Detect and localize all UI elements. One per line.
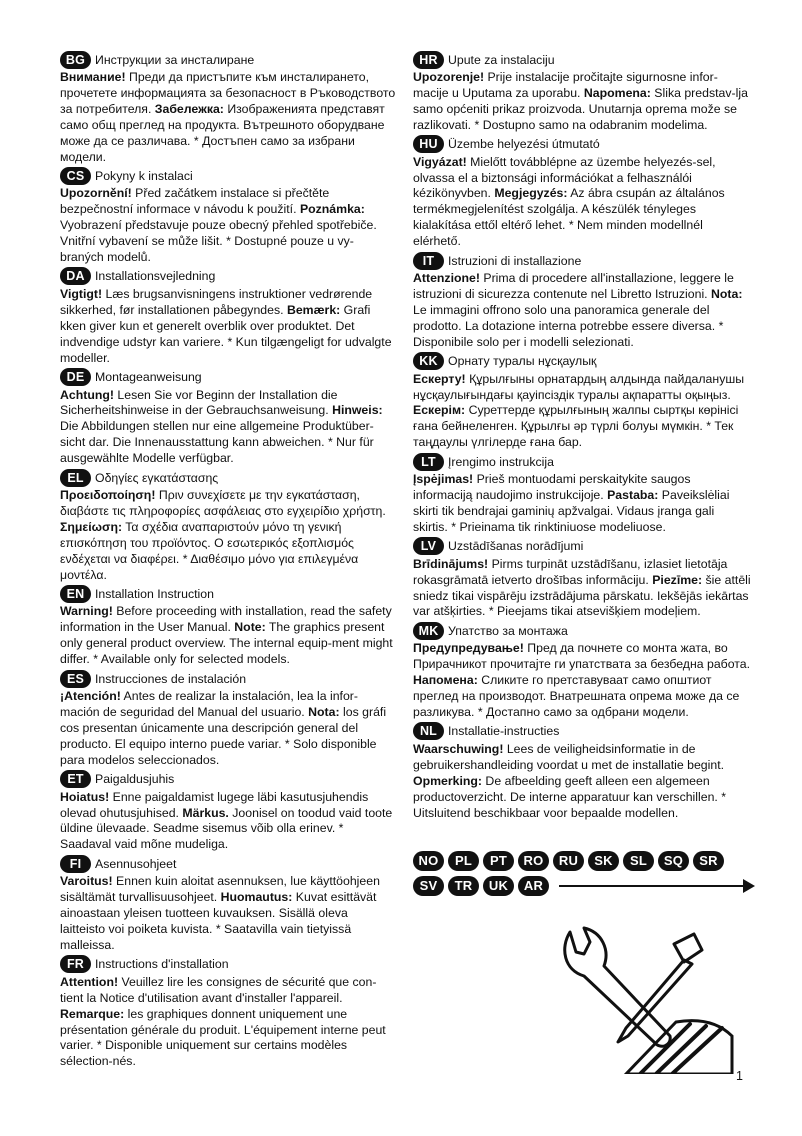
bold-label: Märkus. [182, 805, 229, 820]
language-badge: EL [60, 469, 91, 487]
bold-label: Προειδοποίηση! [60, 488, 156, 503]
bold-label: Waarschuwing! [413, 741, 504, 756]
language-badge-sr: SR [693, 851, 724, 871]
bold-label: Attention! [60, 974, 119, 989]
text-run: los gráfi cos presentan únicamente una descripción general del producto. El equipo interno puede variar. * Solo disponible para modelos seleccionados. [60, 705, 387, 767]
language-badge-ar: AR [518, 876, 549, 896]
text-run: Grafi kken giver kun et generelt overblik over produktet. Det indvendige udstyr kan variere. * Kun tilgængeligt for udvalgte modeller. [60, 302, 392, 365]
bold-label: Hoiatus! [60, 789, 110, 804]
section-header [60, 267, 396, 286]
page-number: 1 [736, 1069, 743, 1083]
section-text [413, 372, 751, 452]
section-header [60, 166, 396, 185]
section-lt [413, 452, 751, 536]
bold-label: Напомена: [413, 673, 478, 688]
text-run: Lesen Sie vor Beginn der Installation die Sicherheitshinweise in der Gebrauchsanweisung. [60, 387, 338, 418]
text-run: Пред да почнете со монта жата, во Прирачникот прочитајте ги упатствата за безбедна работа. [413, 641, 751, 672]
bold-label: Note: [234, 620, 266, 635]
section-text [60, 70, 396, 165]
text-run: Antes de realizar la instalación, lea la infor-mación de seguridad del Manual del usuario. [60, 689, 358, 719]
language-badge: HR [413, 51, 444, 69]
bold-label: Achtung! [60, 387, 114, 402]
section-header [413, 50, 751, 69]
text-run: Преди да пристъпите към инсталирането, прочетете информацията за безопасност в Ръководството за потребителя. [60, 70, 396, 116]
bold-label: Vigyázat! [413, 154, 467, 169]
text-run: Before proceeding with installation, read the safety information in the User Manual. [60, 604, 392, 635]
section-text [60, 488, 396, 583]
bold-label: Remarque: [60, 1006, 125, 1021]
language-badge: MK [413, 622, 444, 640]
language-codes-row-1 [413, 851, 753, 871]
section-et [60, 770, 396, 854]
bold-label: Poznámka: [299, 202, 365, 217]
section-it [413, 251, 751, 351]
text-run: Slika predstav-lja samo općeniti prikaz proizvoda. Unutarnja oprema može se razlikovati. * Dostupno samo na odabranim modelima. [413, 85, 748, 132]
section-hu [413, 135, 751, 250]
section-title: Pokyny k instalaci [95, 168, 193, 183]
text-run: Τα σχέδια αναπαριστούν μόνο τη γενική επισκόπηση του προϊόντος. Ο εσωτερικός εξοπλισμός ενδέχεται να διαφέρει. * Διαθέσιμο μόνο για επιλεγμένα μοντέλα. [60, 519, 359, 582]
section-header [413, 537, 751, 556]
bold-label: Varoitus! [60, 874, 113, 889]
section-title: Uzstādīšanas norādījumi [448, 539, 584, 554]
text-run: Paveikslėliai skirti tik bendrajai gaminių apžvalgai. Vidaus įranga gali skirtis. * Prieinama tik rinktiniuose modeliuose. [413, 488, 730, 534]
text-run: Mielőtt továbblépne az üzembe helyezés-sel, olvassa el a biztonsági információkat a felhasználói kézikönyvben. [413, 154, 716, 201]
other-languages [413, 851, 753, 901]
section-fi [60, 854, 396, 954]
bold-label: Brīdinājums! [413, 556, 489, 571]
section-fr [60, 955, 396, 1070]
language-badge: CS [60, 167, 91, 185]
bold-label: Upozorenje! [413, 70, 485, 84]
section-title: Asennusohjeet [95, 856, 177, 871]
bold-label: Ескерту! [413, 371, 466, 386]
section-kk [413, 352, 751, 452]
language-badge: KK [413, 352, 444, 370]
text-run: Le immagini offrono solo una panoramica generale del prodotto. La dotazione interna potrebbe essere diversa. * Disponibile solo per i modelli selezionati. [413, 302, 724, 349]
section-header [60, 854, 396, 873]
bold-label: Nota: [711, 286, 743, 301]
section-text [60, 388, 396, 468]
section-cs [60, 166, 396, 266]
section-text [60, 790, 396, 854]
text-run: šie attēli sniedz tikai vispārēju izstrādājuma pārskatu. Iekšējās iekārtas var atšķirties. * Pieejams tikai atsevišķiem modeļiem. [413, 572, 751, 619]
bold-label: Vigtigt! [60, 286, 103, 301]
text-run: De afbeelding geeft alleen een algemeen productoverzicht. De interne apparatuur kan verschillen. * Uitsluitend beschikbaar voor bepaalde modellen. [413, 773, 727, 820]
section-en [60, 584, 396, 668]
section-title: Istruzioni di installazione [448, 253, 582, 268]
text-run: Prije instalacije pročitajte sigurnosne infor-macije u Uputama za uporabu. [413, 70, 718, 100]
bold-label: Attenzione! [413, 271, 480, 286]
language-badge: IT [413, 252, 444, 270]
section-title: Paigaldusjuhis [95, 772, 175, 787]
bold-label: Nota: [308, 705, 340, 719]
language-codes-row-2 [413, 876, 753, 896]
section-header [60, 669, 396, 688]
arrow-right-icon [559, 885, 753, 887]
section-title: Instrucciones de instalación [95, 671, 247, 686]
section-header [60, 368, 396, 387]
bold-label: Upozornění! [60, 186, 132, 201]
language-badge-ru: RU [553, 851, 584, 871]
language-badge: ES [60, 670, 91, 688]
section-header [413, 135, 751, 154]
bold-label: Warning! [60, 604, 113, 619]
text-run: Πριν συνεχίσετε με την εγκατάσταση, διαβάστε τις πληροφορίες ασφάλειας στο εγχειρίδιο χρήστη. [60, 488, 386, 518]
section-text [413, 557, 751, 621]
section-text [60, 689, 396, 769]
text-run: The graphics present only general product overview. The internal equip-ment might differ. * Available only for selected models. [60, 620, 393, 667]
bold-label: Hinweis: [332, 403, 383, 418]
section-text [413, 70, 751, 134]
text-run: Vyobrazení představuje pouze obecný přehled spotřebiče. Vnitřní vybavení se může lišit. * Dostupné pouze u vy-braných modelů. [60, 218, 377, 265]
text-run: Joonisel on toodud vaid toote üldine ülevaade. Seadme sisemus võib olla erinev. * Saadaval vaid mõne mudeliga. [60, 805, 393, 852]
section-header [60, 468, 396, 487]
section-header [60, 955, 396, 974]
section-title: Орнату туралы нұсқаулық [448, 354, 597, 369]
section-title: Installation Instruction [95, 586, 214, 601]
language-badge-sk: SK [588, 851, 619, 871]
section-text [413, 742, 751, 822]
language-badge: ET [60, 770, 91, 788]
bold-label: Pastaba: [607, 488, 659, 503]
section-text [413, 641, 751, 721]
section-text [60, 604, 396, 668]
text-run: les graphiques donnent uniquement une présentation générale du produit. L'équipement interne peut varier. * Disponible uniquement sur certains modèles sélection-nés. [60, 1006, 386, 1069]
section-lv [413, 537, 751, 621]
language-badge-pl: PL [448, 851, 479, 871]
language-badge-sl: SL [623, 851, 654, 871]
text-run: Құрылғыны орнатардың алдында пайдаланушы нұсқаулығындағы қауіпсіздік туралы ақпаратты оқыңыз. [413, 371, 745, 402]
language-badge: DE [60, 368, 91, 386]
bold-label: Bemærk: [286, 302, 341, 317]
bold-label: Megjegyzés: [494, 186, 568, 201]
text-run: Ennen kuin aloitat asennuksen, lue käyttöohjeen sisältämät turvallisuusohjeet. [60, 874, 380, 905]
text-run: Die Abbildungen stellen nur eine allgemeine Produktüber-sicht dar. Die Innenausstattung kann abweichen. * Nur für ausgewählte Modelle verfügbar. [60, 419, 374, 466]
section-header [413, 452, 751, 471]
bold-label: Забележка: [154, 101, 224, 116]
bold-label: Įspėjimas! [413, 472, 474, 487]
bold-label: Ескерім: [413, 403, 466, 418]
text-run: Prieš montuodami perskaitykite saugos informaciją naudojimo instrukcijoje. [413, 472, 691, 503]
section-title: Instructions d'installation [95, 957, 229, 972]
section-header [413, 251, 751, 270]
text-run: Před začátkem instalace si přečtěte bezpečnostní informace v návodu k použití. [60, 186, 330, 217]
section-hr [413, 50, 751, 134]
text-run: Pirms turpināt uzstādīšanu, izlasiet lietotāja rokasgrāmatā ietverto drošības informāciju. [413, 556, 728, 587]
language-badge: FI [60, 855, 91, 873]
bold-label: Huomautus: [220, 890, 293, 905]
section-text [60, 287, 396, 367]
section-header [413, 722, 751, 741]
language-badge-no: NO [413, 851, 444, 871]
text-run: Lees de veiligheidsinformatie in de gebruikershandleiding voordat u met de installatie begint. [413, 741, 725, 772]
language-badge-ro: RO [518, 851, 549, 871]
section-header [60, 50, 396, 69]
text-run: Сликите го претставуваат само општиот преглед на производот. Внатрешната опрема може да се разликува. * Достапно само за одбрани модели. [413, 673, 740, 719]
section-mk [413, 621, 751, 721]
bold-label: Предупредување! [413, 641, 524, 656]
section-header [413, 352, 751, 371]
bold-label: Σημείωση: [60, 519, 123, 534]
section-text [60, 186, 396, 266]
language-badge: LT [413, 453, 444, 471]
language-badge: DA [60, 267, 91, 285]
section-header [60, 584, 396, 603]
section-bg [60, 50, 396, 165]
text-run: Læs brugsanvisningens instruktioner vedrørende sikkerhed, før installationen påbegyndes. [60, 286, 373, 317]
section-da [60, 267, 396, 367]
section-header [413, 621, 751, 640]
section-title: Montageanweisung [95, 370, 202, 384]
section-title: Upute za instalaciju [448, 52, 555, 67]
language-badge-sv: SV [413, 876, 444, 896]
bold-label: Napomena: [583, 85, 651, 100]
bold-label: Piezīme: [652, 572, 703, 587]
text-run: Суреттерде құрылғының жалпы сыртқы көрінісі ғана бейнеленген. Құрылғы әр түрлі болуы мүмкін. * Тек таңдаулы үлгілерде ғана бар. [413, 403, 739, 450]
section-text [60, 975, 396, 1070]
language-badge: NL [413, 722, 444, 740]
language-badge-tr: TR [448, 876, 479, 896]
section-text [413, 472, 751, 536]
language-badge: EN [60, 585, 91, 603]
language-badge: HU [413, 135, 444, 153]
right-column [413, 50, 751, 822]
language-badge-pt: PT [483, 851, 514, 871]
left-column [60, 50, 396, 1071]
section-title: Упатство за монтажа [448, 623, 568, 638]
text-run: Az ábra csupán az általános termékmegjelenítést szolgálja. A készülék tényleges kialakítása ettől eltérő lehet. * Nem minden modellnél elérhető. [413, 186, 725, 249]
section-nl [413, 722, 751, 822]
section-es [60, 669, 396, 769]
bold-label: Внимание! [60, 70, 126, 84]
section-title: Οδηγίες εγκατάστασης [95, 470, 219, 485]
language-badge: BG [60, 51, 91, 69]
section-el [60, 468, 396, 583]
language-badge: FR [60, 955, 91, 973]
text-run: Kuvat esittävät ainoastaan yleisen tuotteen kuvauksen. Sisällä oleva laitteisto voi poiketa kuvista. * Saatavilla vain tietyissä malleissa. [60, 890, 377, 952]
section-text [60, 874, 396, 954]
section-de [60, 368, 396, 468]
wrench-screwdriver-icon [556, 924, 736, 1074]
section-title: Įrengimo instrukcija [448, 454, 554, 469]
section-title: Installationsvejledning [95, 269, 216, 284]
section-title: Üzembe helyezési útmutató [448, 137, 600, 152]
language-badge-uk: UK [483, 876, 514, 896]
language-badge-sq: SQ [658, 851, 689, 871]
language-badge: LV [413, 537, 444, 555]
section-title: Installatie-instructies [448, 724, 560, 739]
section-title: Инструкции за инсталиране [95, 52, 255, 67]
text-run: Enne paigaldamist lugege läbi kasutusjuhendis olevad ohutusjuhised. [60, 789, 369, 820]
text-run: Изображенията представят само общ преглед на продукта. Вътрешното оборудване може да се различава. * Достъпен само за избрани модели. [60, 101, 385, 164]
section-text [413, 155, 751, 250]
text-run: Veuillez lire les consignes de sécurité que con-tient la Notice d'utilisation avant d'installer l'appareil. [60, 974, 377, 1005]
bold-label: Opmerking: [413, 773, 483, 788]
text-run: Prima di procedere all'installazione, leggere le istruzioni di sicurezza contenute nel Libretto Istruzioni. [413, 271, 734, 301]
section-header [60, 770, 396, 789]
section-text [413, 271, 751, 351]
bold-label: ¡Atención! [60, 689, 121, 704]
